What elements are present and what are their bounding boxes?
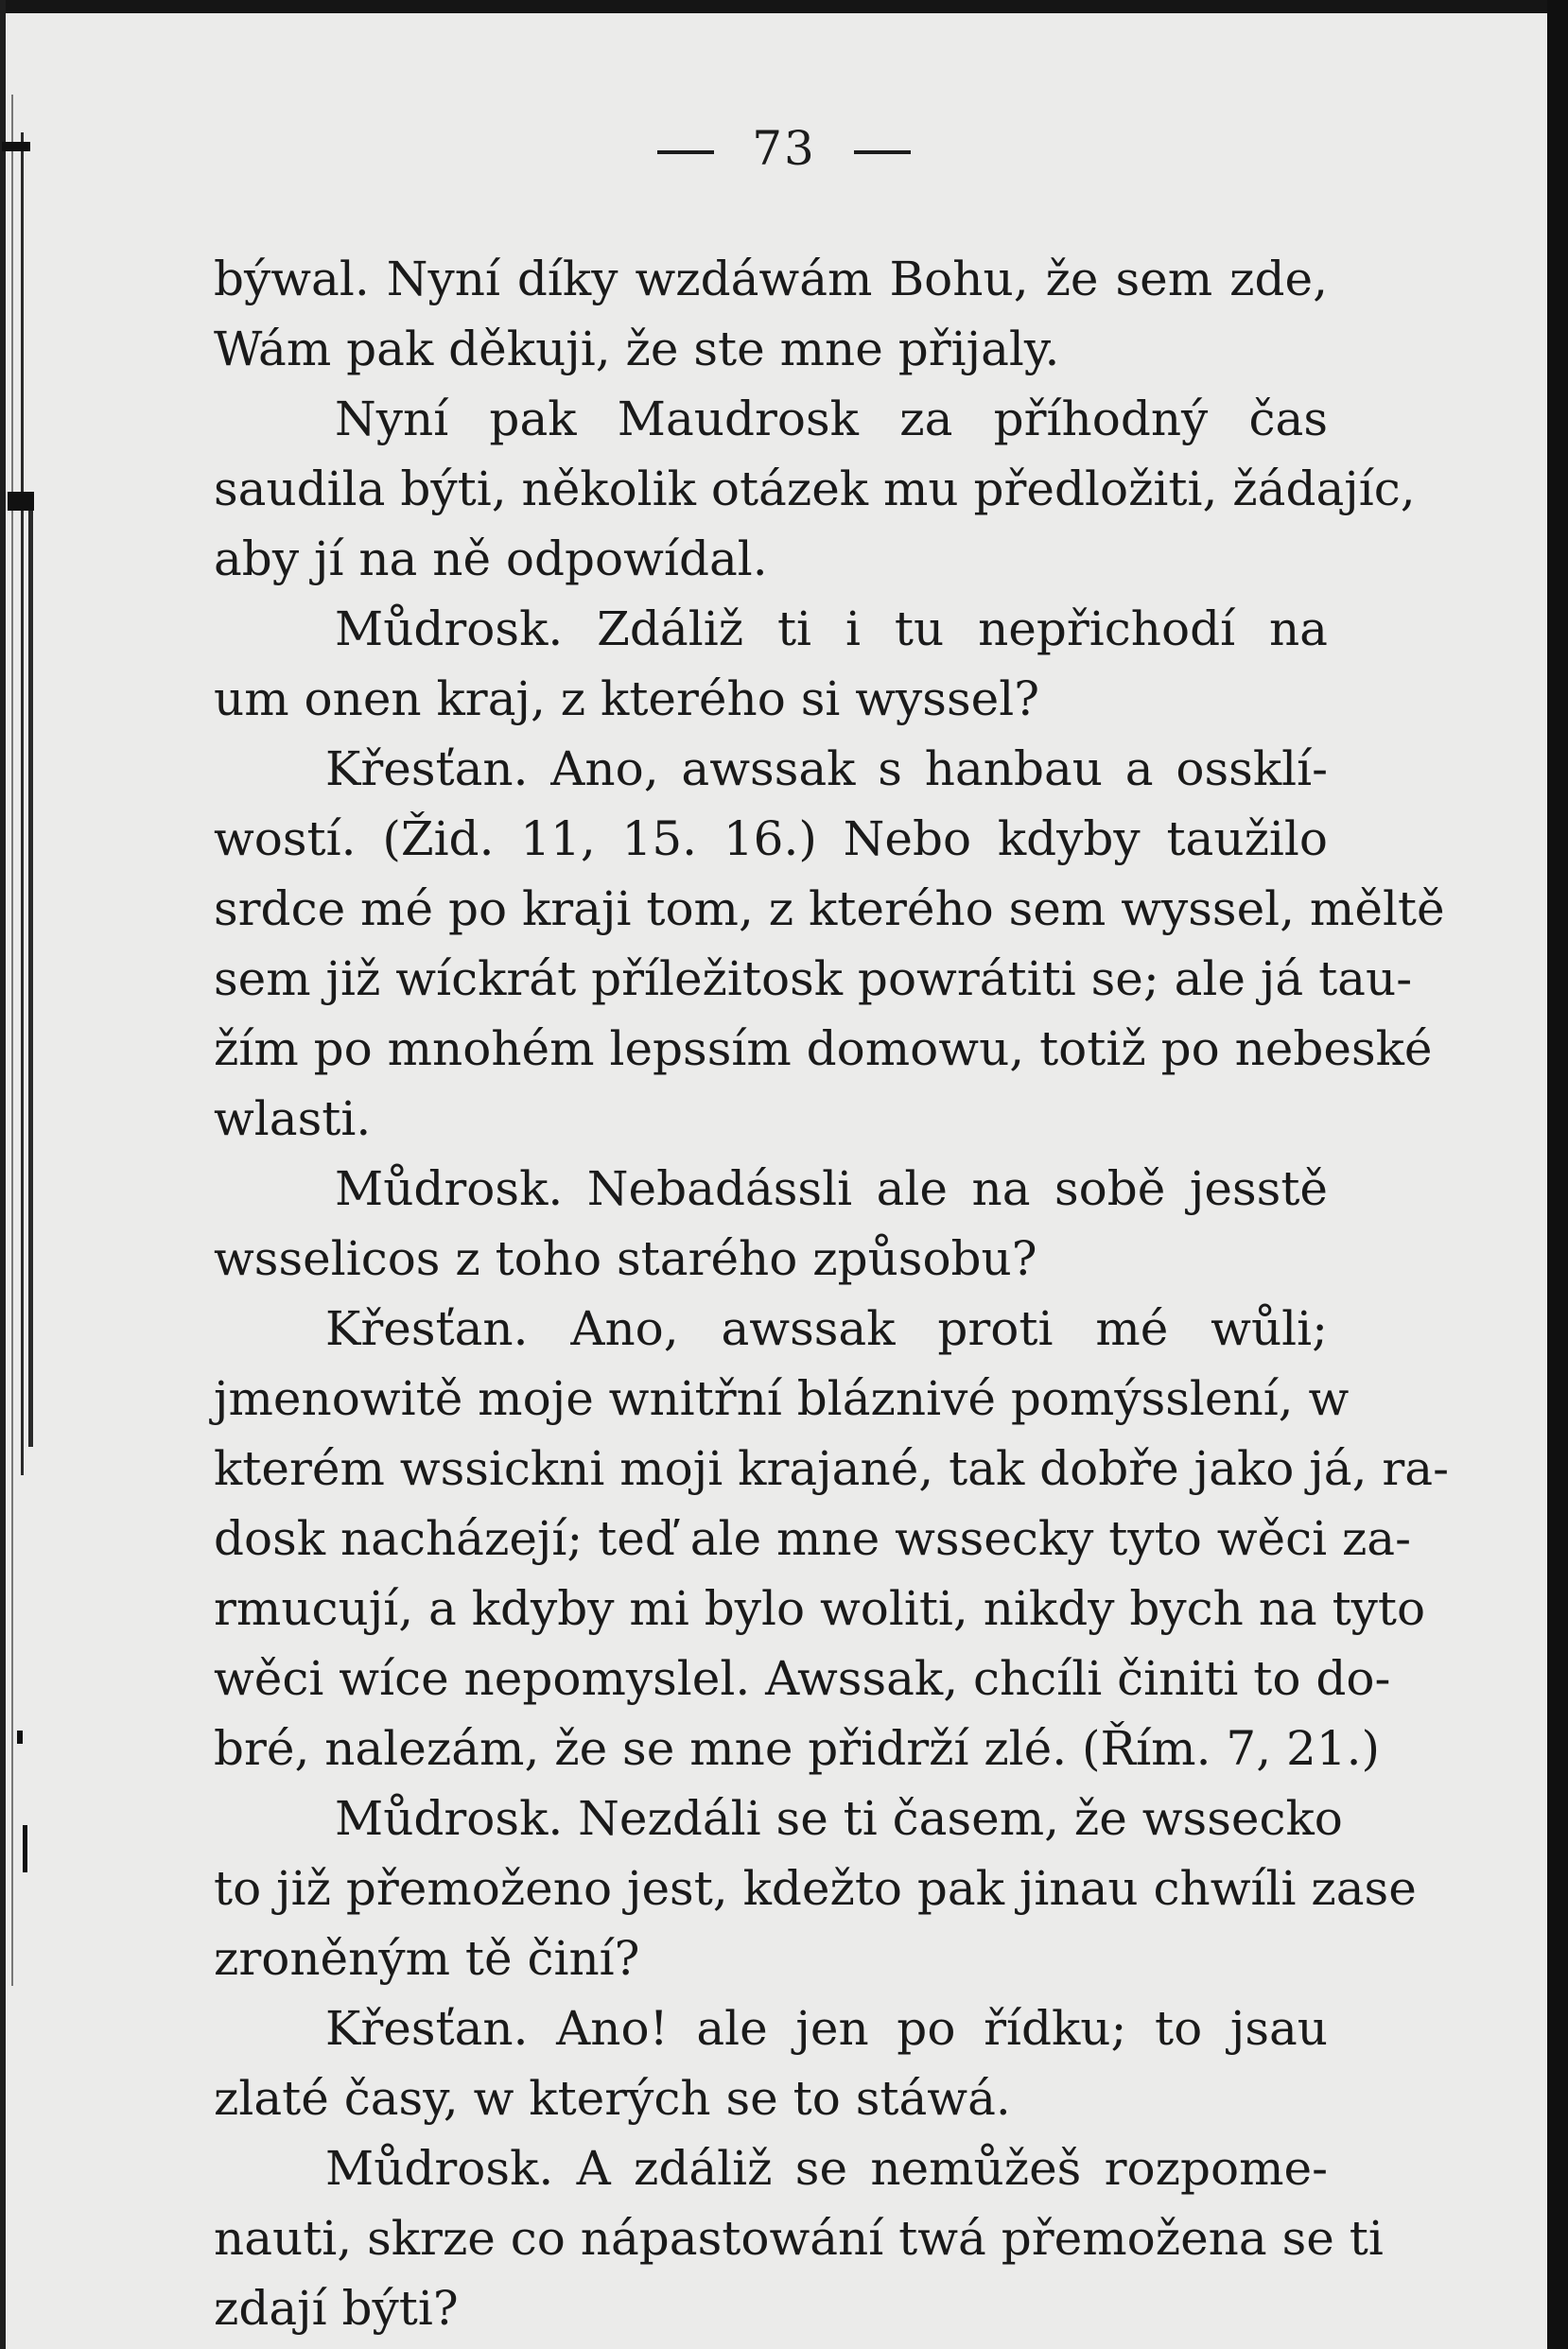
text-line: wostí. (Žid. 11, 15. 16.) Nebo kdyby taužilo — [214, 811, 1328, 866]
text-line: sem již wíckrát příležitosk powrátiti se; ale já tau- — [214, 951, 1413, 1006]
text-line: saudila býti, několik otázek mu předložiti, žádajíc, — [214, 461, 1416, 516]
text-line: rmucují, a kdyby mi bylo woliti, nikdy bych na tyto — [214, 1581, 1426, 1636]
text-line: um onen kraj, z kterého si wyssel? — [214, 671, 1039, 726]
text-line: Křesťan. Ano, awssak s hanbau a ossklí- — [325, 741, 1328, 796]
text-line: Křesťan. Ano, awssak proti mé wůli; — [325, 1301, 1328, 1356]
scan-mark — [23, 1825, 27, 1872]
text-line: to již přemoženo jest, kdežto pak jinau chwíli zase — [214, 1861, 1417, 1916]
text-line: wlasti. — [214, 1091, 372, 1146]
text-line: Nyní pak Maudrosk za příhodný čas — [335, 392, 1328, 446]
text-line: bré, nalezám, že se mne přidrží zlé. (Řím. 7, 21.) — [214, 1721, 1381, 1776]
text-line: Můdrosk. Nezdáli se ti časem, že wssecko — [335, 1791, 1343, 1846]
text-line: jmenowitě moje wnitřní bláznivé pomýsslení, w — [214, 1371, 1350, 1426]
scan-edge-top — [0, 0, 1568, 13]
text-line: Křesťan. Ano! ale jen po řídku; to jsau — [325, 2001, 1328, 2056]
text-line: wěci wíce nepomyslel. Awssak, chcíli činiti to do- — [214, 1651, 1391, 1706]
text-line: Můdrosk. A zdáliž se nemůžeš rozpome- — [325, 2141, 1328, 2196]
scan-edge-left — [0, 0, 6, 2349]
binding-shadow — [21, 132, 24, 1475]
scan-mark — [17, 1731, 23, 1744]
scan-edge-right — [1547, 0, 1568, 2349]
scan-mark — [8, 492, 34, 511]
text-line: býwal. Nyní díky wzdáwám Bohu, že sem zde, — [214, 252, 1328, 306]
text-line: Můdrosk. Zdáliž ti i tu nepřichodí na — [335, 601, 1328, 656]
text-line: žím po mnohém lepssím domowu, totiž po nebeské — [214, 1021, 1433, 1076]
text-line: Wám pak děkuji, že ste mne přijaly. — [214, 322, 1060, 376]
text-line: Můdrosk. Nebadássli ale na sobě jesstě — [335, 1161, 1328, 1216]
text-line: srdce mé po kraji tom, z kterého sem wyssel, měltě — [214, 881, 1445, 936]
text-line: nauti, skrze co nápastowání twá přemožena se ti — [214, 2211, 1384, 2266]
page-number: 73 — [752, 121, 816, 176]
header-dash-right — [854, 150, 911, 154]
body-text — [214, 244, 1449, 2343]
text-line: zdají býti? — [214, 2281, 459, 2336]
text-line: aby jí na ně odpowídal. — [214, 531, 768, 586]
binding-shadow — [11, 95, 13, 1986]
text-line: dosk nacházejí; teď ale mne wssecky tyto wěci za- — [214, 1511, 1412, 1566]
page-header — [0, 121, 1568, 176]
text-line: wsselicos z toho starého způsobu? — [214, 1231, 1037, 1286]
text-line: zroněným tě činí? — [214, 1931, 640, 1986]
text-line: zlaté časy, w kterých se to stáwá. — [214, 2071, 1011, 2126]
text-line: kterém wssickni moji krajané, tak dobře jako já, ra- — [214, 1441, 1449, 1496]
header-dash-left — [657, 150, 714, 154]
binding-shadow — [28, 501, 33, 1447]
